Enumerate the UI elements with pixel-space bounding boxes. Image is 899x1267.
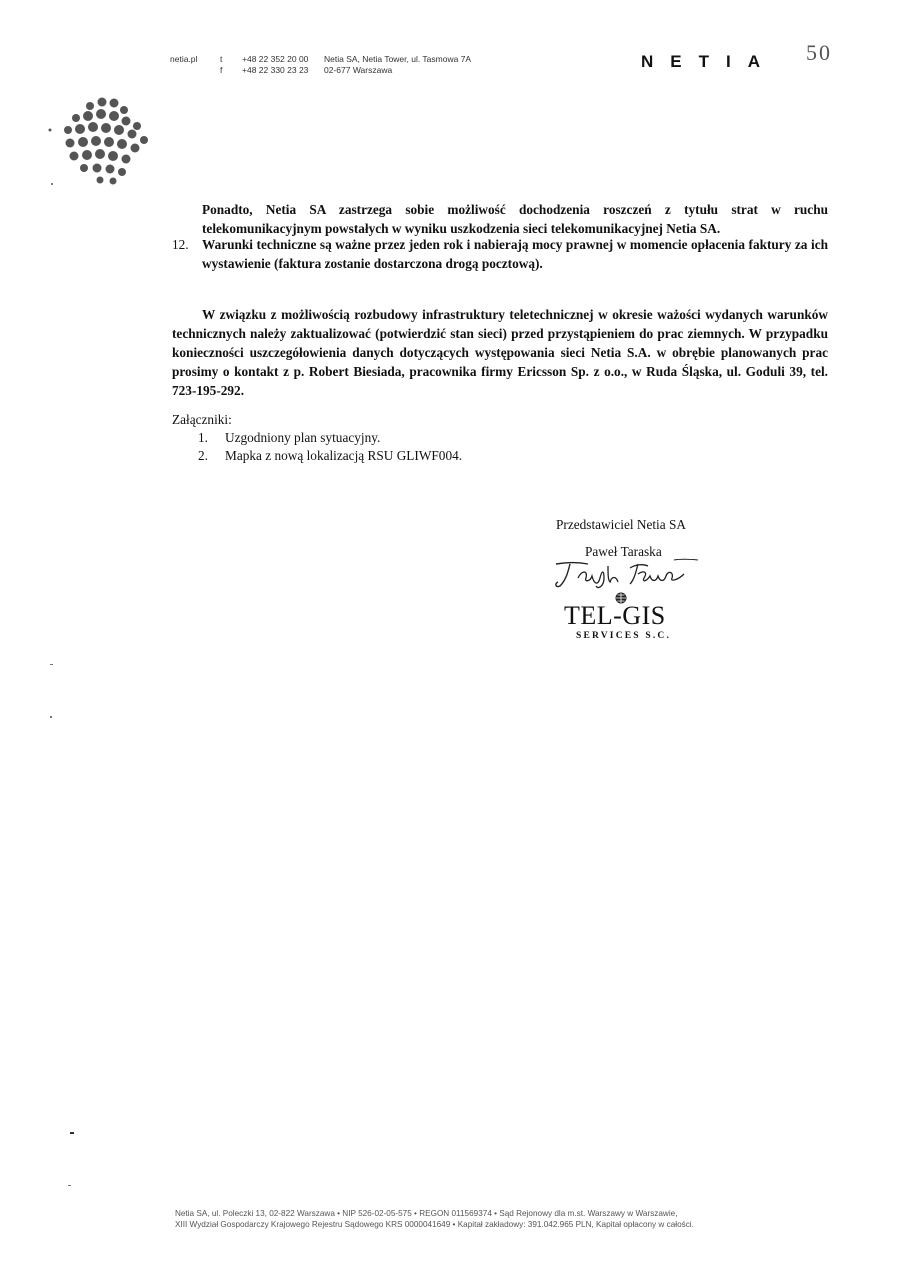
page-number: 50 [806,40,832,65]
scan-mark [70,1132,74,1134]
attachment-1-text: Uzgodniony plan sytuacyjny. [225,430,381,445]
header-phone: +48 22 352 20 00 [242,54,309,64]
attachments-label: Załączniki: [172,412,232,427]
brand-logo-text: NETIA [641,52,777,71]
footer-line-1: Netia SA, ul. Poleczki 13, 02-822 Warszawa • NIP 526-02-05-575 • REGON 011569374 • Sąd Rejonowy dla m.st. Warszawy w Warszawie, [175,1209,678,1218]
attachment-2-number: 2. [198,448,208,463]
handwritten-signature [548,556,708,592]
scan-mark [50,716,52,718]
header-fax-label: f [220,65,223,75]
header-phone-label: t [220,54,223,64]
footer-line-2: XIII Wydział Gospodarczy Krajowego Rejestru Sądowego KRS 0000041649 • Kapitał zakładowy: 391.042.965 PLN, Kapitał opłacony w całości. [175,1220,694,1229]
header-site: netia.pl [170,54,198,64]
notice-paragraph: W związku z możliwością rozbudowy infrastruktury teletechnicznej w okresie ważości wydanych warunków technicznych należy zaktualizować (potwierdzić stan sieci) przed przystąpieniem do prac ziemnych. W przypadku konieczności uszczegółowienia danych dotyczących występowania sieci Netia S.A. w obrębie planowanych prac prosimy o kontakt z p. Robert Biesiada, pracownika firmy Ericsson Sp. z o.o., w Ruda Śląska, ul. Goduli 39, tel. 723-195-292. [172,307,828,398]
stamp-title: TEL-GIS [564,601,666,630]
stamp-subtitle: SERVICES S.C. [576,631,672,641]
item-12-number: 12. [172,237,189,252]
signature-role: Przedstawiciel Netia SA [556,517,686,532]
scan-mark [50,664,53,665]
item-12-text: Warunki techniczne są ważne przez jeden rok i nabierają mocy prawnej w momencie opłacenia faktury za ich wystawienie (faktura zostanie dostarczona drogą pocztową). [202,237,828,271]
scan-mark [68,1185,71,1186]
netia-dots-logo-icon [44,92,156,192]
header-fax: +48 22 330 23 23 [242,65,309,75]
paragraph-continued: Ponadto, Netia SA zastrzega sobie możliwość dochodzenia roszczeń z tytułu strat w ruchu telekomunikacyjnym powstałych w wyniku uszkodzenia sieci telekomunikacyjnej Netia SA. [202,202,828,236]
signature-name: Paweł Taraska [585,544,662,559]
attachment-1-number: 1. [198,430,208,445]
attachment-2-text: Mapka z nową lokalizacją RSU GLIWF004. [225,448,463,463]
header-address-line2: 02-677 Warszawa [324,65,393,75]
header-address-line1: Netia SA, Netia Tower, ul. Tasmowa 7A [324,54,472,64]
